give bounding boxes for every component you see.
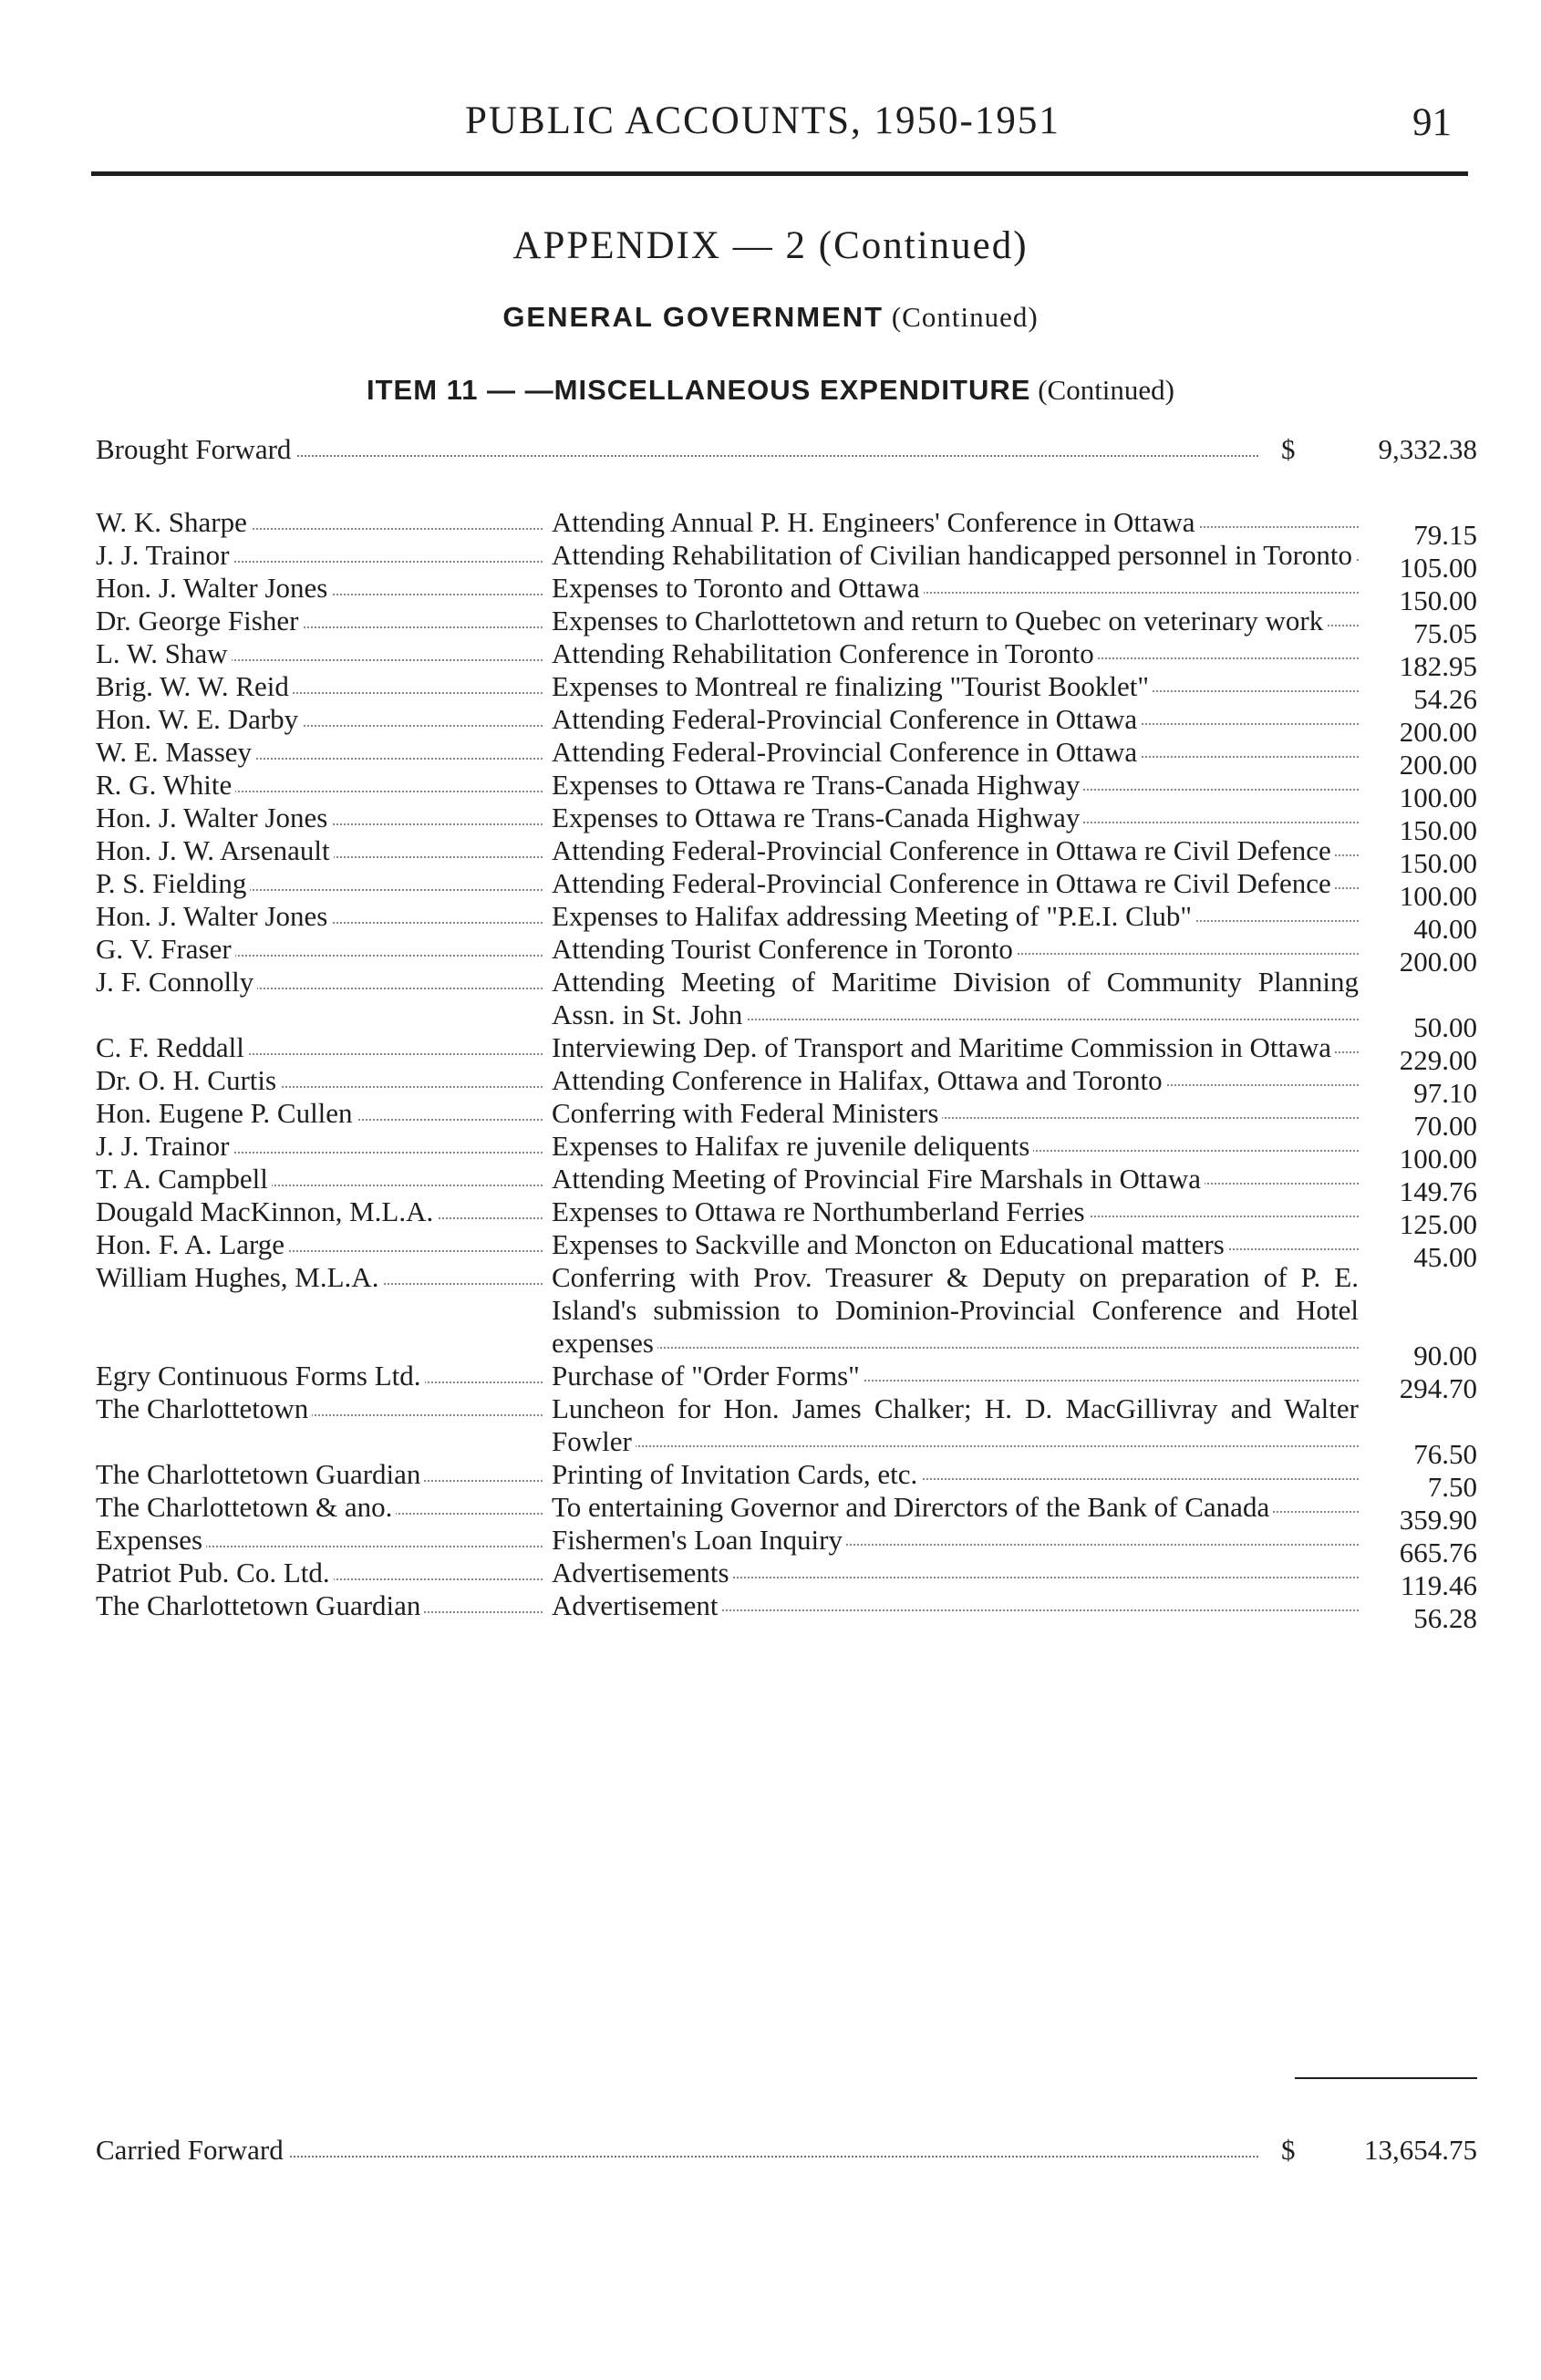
payee-name-text: G. V. Fraser: [96, 933, 235, 965]
payee-name: [96, 1524, 543, 1557]
expense-description-text: Attending Meeting of Maritime Division of Community Planning Assn. in St. John: [552, 966, 1359, 1030]
appendix-title: APPENDIX — 2 (Continued): [512, 224, 1029, 267]
expense-description: [552, 834, 1359, 867]
payee-name: [96, 1195, 543, 1228]
expense-description: [552, 1524, 1359, 1557]
table-row: [96, 834, 1477, 879]
expense-description: [552, 867, 1359, 900]
expense-description: [552, 1064, 1359, 1097]
expense-description-text: Fishermen's Loan Inquiry: [552, 1524, 846, 1556]
expense-description: [552, 769, 1359, 802]
carried-forward-label: Carried Forward: [96, 2134, 289, 2167]
table-row: [96, 539, 1477, 584]
payee-name-text: Hon. J. Walter Jones: [96, 900, 331, 932]
payee-name: [96, 703, 543, 736]
item-heading: [0, 374, 1541, 407]
expense-description-text: Attending Federal-Provincial Conference in Ottawa re Civil Defence: [552, 834, 1335, 866]
table-row: [96, 867, 1477, 912]
payee-name: [96, 1589, 543, 1622]
expense-description: [552, 637, 1359, 670]
expense-amount: 182.95: [1399, 650, 1477, 682]
section-heading: [0, 301, 1541, 334]
expense-amount: 150.00: [1399, 585, 1477, 616]
payee-name: [96, 1163, 543, 1195]
carried-forward-line: [96, 2134, 1477, 2167]
expense-description: [552, 802, 1359, 834]
table-row: [96, 1392, 1477, 1470]
table-row: [96, 1228, 1477, 1273]
expense-amount: 70.00: [1413, 1110, 1477, 1142]
expense-description: [552, 539, 1359, 572]
payee-name-text: The Charlottetown Guardian: [96, 1589, 424, 1621]
expense-description: [552, 1228, 1359, 1261]
table-row: [96, 900, 1477, 945]
expense-amount: 40.00: [1413, 913, 1477, 945]
payee-name: [96, 506, 543, 539]
expense-amount: 75.05: [1413, 617, 1477, 649]
payee-name-text: Egry Continuous Forms Ltd.: [96, 1360, 425, 1392]
payee-name: [96, 1360, 543, 1392]
expense-amount: 359.90: [1399, 1504, 1477, 1536]
table-row: [96, 802, 1477, 846]
expense-amount: 54.26: [1413, 683, 1477, 715]
brought-forward-line: [96, 433, 1477, 466]
expense-description-text: Expenses to Halifax addressing Meeting of "P.E.I. Club": [552, 900, 1195, 932]
payee-name: [96, 637, 543, 670]
payee-name: [96, 834, 543, 867]
item-heading-bold: ITEM 11 — —MISCELLANEOUS EXPENDITURE: [367, 374, 1031, 406]
brought-forward-label: Brought Forward: [96, 433, 296, 466]
expense-amount: 294.70: [1399, 1372, 1477, 1404]
item-heading-suffix: (Continued): [1038, 374, 1174, 406]
payee-name: [96, 1491, 543, 1524]
expense-description-text: Attending Federal-Provincial Conference in Ottawa re Civil Defence: [552, 867, 1335, 899]
table-row: [96, 605, 1477, 649]
expense-amount: 100.00: [1399, 880, 1477, 912]
payee-name: [96, 1130, 543, 1163]
table-row: [96, 637, 1477, 682]
table-row: [96, 572, 1477, 616]
expense-description: [552, 703, 1359, 736]
payee-name-text: The Charlottetown: [96, 1392, 312, 1424]
expense-description-text: Expenses to Montreal re finalizing "Tourist Booklet": [552, 670, 1153, 702]
payee-name-text: Dr. George Fisher: [96, 605, 302, 636]
carried-forward-amount: 13,654.75: [1364, 2134, 1477, 2166]
payee-name: [96, 867, 543, 900]
page-header: [0, 98, 1541, 144]
expense-amount: 56.28: [1413, 1602, 1477, 1634]
total-rule: [1295, 2077, 1477, 2079]
payee-name: [96, 900, 543, 933]
expense-amount: 45.00: [1413, 1241, 1477, 1273]
expense-description-text: Advertisements: [552, 1557, 733, 1588]
payee-name-text: Expenses: [96, 1524, 206, 1556]
table-row: [96, 1130, 1477, 1174]
expense-description: [552, 1163, 1359, 1195]
payee-name: [96, 1261, 543, 1294]
expense-amount: 7.50: [1427, 1471, 1477, 1503]
payee-name-text: C. F. Reddall: [96, 1031, 248, 1063]
table-row: [96, 703, 1477, 748]
expense-amount: 90.00: [1413, 1340, 1477, 1371]
table-row: [96, 1261, 1477, 1371]
expense-description: [552, 506, 1359, 539]
expense-amount: 50.00: [1413, 1011, 1477, 1043]
table-row: [96, 1491, 1477, 1536]
payee-name-text: Hon. F. A. Large: [96, 1228, 288, 1260]
payee-name-text: Hon. J. Walter Jones: [96, 802, 331, 833]
section-heading-suffix: (Continued): [891, 301, 1039, 333]
table-row: [96, 1524, 1477, 1568]
expense-description-text: Conferring with Federal Ministers: [552, 1097, 942, 1129]
payee-name: [96, 933, 543, 966]
expense-amount: 149.76: [1399, 1175, 1477, 1207]
table-row: [96, 769, 1477, 813]
expense-description-text: Expenses to Ottawa re Trans-Canada Highway: [552, 802, 1083, 833]
expense-amount: 665.76: [1399, 1537, 1477, 1568]
payee-name: [96, 572, 543, 605]
expense-description: [552, 933, 1359, 966]
expense-description-text: Expenses to Charlottetown and return to Quebec on veterinary work: [552, 605, 1327, 636]
expense-description: [552, 1360, 1359, 1392]
payee-name-text: J. J. Trainor: [96, 539, 233, 571]
expense-description: [552, 736, 1359, 769]
expense-description-text: Attending Rehabilitation of Civilian handicapped personnel in Toronto: [552, 539, 1356, 571]
expense-description: [552, 605, 1359, 637]
payee-name: [96, 802, 543, 834]
expense-description: [552, 1589, 1359, 1622]
expense-description: [552, 1130, 1359, 1163]
expense-description-text: Advertisement: [552, 1589, 722, 1621]
expense-description: [552, 1458, 1359, 1491]
table-row: [96, 1031, 1477, 1076]
expense-description: [552, 572, 1359, 605]
table-row: [96, 736, 1477, 781]
expense-amount: 105.00: [1399, 552, 1477, 584]
expense-amount: 100.00: [1399, 781, 1477, 813]
payee-name: [96, 1228, 543, 1261]
payee-name-text: Patriot Pub. Co. Ltd.: [96, 1557, 334, 1588]
payee-name-text: L. W. Shaw: [96, 637, 232, 669]
expense-description-text: Attending Tourist Conference in Toronto: [552, 933, 1017, 965]
payee-name: [96, 736, 543, 769]
expenditure-table: [96, 506, 1477, 2120]
expense-description-text: Expenses to Toronto and Ottawa: [552, 572, 924, 604]
expense-description-text: Expenses to Ottawa re Northumberland Ferries: [552, 1195, 1089, 1227]
payee-name-text: J. J. Trainor: [96, 1130, 233, 1162]
expense-description-text: Attending Rehabilitation Conference in Toronto: [552, 637, 1098, 669]
expense-description-text: Printing of Invitation Cards, etc.: [552, 1458, 921, 1490]
payee-name-text: The Charlottetown & ano.: [96, 1491, 396, 1523]
expense-description: [552, 1392, 1359, 1458]
expense-description-text: Attending Federal-Provincial Conference in Ottawa: [552, 736, 1141, 768]
payee-name: [96, 769, 543, 802]
payee-name: [96, 966, 543, 999]
payee-name-text: Hon. Eugene P. Cullen: [96, 1097, 357, 1129]
payee-name-text: The Charlottetown Guardian: [96, 1458, 424, 1490]
section-heading-bold: GENERAL GOVERNMENT: [502, 301, 884, 333]
expense-amount: 150.00: [1399, 814, 1477, 846]
header-rule: [91, 171, 1468, 176]
expense-description-text: Purchase of "Order Forms": [552, 1360, 864, 1392]
expense-description-text: Attending Meeting of Provincial Fire Marshals in Ottawa: [552, 1163, 1205, 1195]
expense-amount: 229.00: [1399, 1044, 1477, 1076]
payee-name: [96, 605, 543, 637]
expense-description-text: Expenses to Halifax re juvenile deliquents: [552, 1130, 1033, 1162]
expense-description-text: Expenses to Sackville and Moncton on Educational matters: [552, 1228, 1228, 1260]
payee-name-text: William Hughes, M.L.A.: [96, 1261, 382, 1293]
table-row: [96, 506, 1477, 551]
table-row: [96, 1360, 1477, 1404]
table-row: [96, 1163, 1477, 1207]
payee-name: [96, 1031, 543, 1064]
payee-name-text: Hon. J. W. Arsenault: [96, 834, 334, 866]
payee-name-text: P. S. Fielding: [96, 867, 250, 899]
page-number: 91: [1412, 101, 1452, 144]
expense-amount: 76.50: [1413, 1438, 1477, 1470]
expense-description-text: Expenses to Ottawa re Trans-Canada Highway: [552, 769, 1083, 801]
table-row: [96, 1589, 1477, 1634]
expense-amount: 200.00: [1399, 946, 1477, 978]
payee-name-text: Dougald MacKinnon, M.L.A.: [96, 1195, 437, 1227]
expense-amount: 79.15: [1413, 519, 1477, 551]
table-row: [96, 1195, 1477, 1240]
table-row: [96, 670, 1477, 715]
payee-name-text: J. F. Connolly: [96, 966, 257, 998]
expense-amount: 125.00: [1399, 1208, 1477, 1240]
expense-description-text: Attending Federal-Provincial Conference in Ottawa: [552, 703, 1141, 735]
table-row: [96, 1064, 1477, 1109]
expense-amount: 150.00: [1399, 847, 1477, 879]
expense-description: [552, 1261, 1359, 1360]
expense-description-text: Interviewing Dep. of Transport and Maritime Commission in Ottawa: [552, 1031, 1335, 1063]
payee-name-text: W. K. Sharpe: [96, 506, 251, 538]
expense-description: [552, 1031, 1359, 1064]
page-title: PUBLIC ACCOUNTS, 1950-1951: [465, 99, 1060, 142]
table-row: [96, 1097, 1477, 1142]
payee-name: [96, 670, 543, 703]
payee-name: [96, 539, 543, 572]
expense-description: [552, 1097, 1359, 1130]
currency-symbol: $: [1281, 2134, 1296, 2166]
expense-description: [552, 966, 1359, 1031]
payee-name-text: Dr. O. H. Curtis: [96, 1064, 280, 1096]
payee-name-text: R. G. White: [96, 769, 235, 801]
expense-description: [552, 1557, 1359, 1589]
expense-description-text: Attending Annual P. H. Engineers' Conference in Ottawa: [552, 506, 1199, 538]
expense-description: [552, 900, 1359, 933]
expense-description: [552, 670, 1359, 703]
payee-name-text: W. E. Massey: [96, 736, 255, 768]
payee-name: [96, 1097, 543, 1130]
payee-name-text: Brig. W. W. Reid: [96, 670, 293, 702]
expense-description-text: To entertaining Governor and Direrctors of the Bank of Canada: [552, 1491, 1273, 1523]
table-row: [96, 1557, 1477, 1601]
payee-name-text: T. A. Campbell: [96, 1163, 272, 1195]
currency-symbol: $: [1281, 433, 1296, 465]
payee-name: [96, 1392, 543, 1425]
payee-name-text: Hon. W. E. Darby: [96, 703, 302, 735]
payee-name: [96, 1557, 543, 1589]
expense-description-text: Conferring with Prov. Treasurer & Deputy on preparation of P. E. Island's submission to Dominion-Provincial Conference and Hotel expenses: [552, 1261, 1359, 1359]
expense-amount: 97.10: [1413, 1077, 1477, 1109]
brought-forward-amount: 9,332.38: [1378, 433, 1477, 465]
expense-description-text: Attending Conference in Halifax, Ottawa and Toronto: [552, 1064, 1166, 1096]
expense-amount: 100.00: [1399, 1143, 1477, 1174]
expense-amount: 200.00: [1399, 716, 1477, 748]
table-row: [96, 966, 1477, 1043]
payee-name: [96, 1458, 543, 1491]
table-row: [96, 1458, 1477, 1503]
payee-name-text: Hon. J. Walter Jones: [96, 572, 331, 604]
expense-description: [552, 1195, 1359, 1228]
expense-amount: 119.46: [1400, 1569, 1477, 1601]
payee-name: [96, 1064, 543, 1097]
expense-description: [552, 1491, 1359, 1524]
expense-description-text: Luncheon for Hon. James Chalker; H. D. MacGillivray and Walter Fowler: [552, 1392, 1359, 1457]
table-row: [96, 933, 1477, 978]
expense-amount: 200.00: [1399, 749, 1477, 781]
